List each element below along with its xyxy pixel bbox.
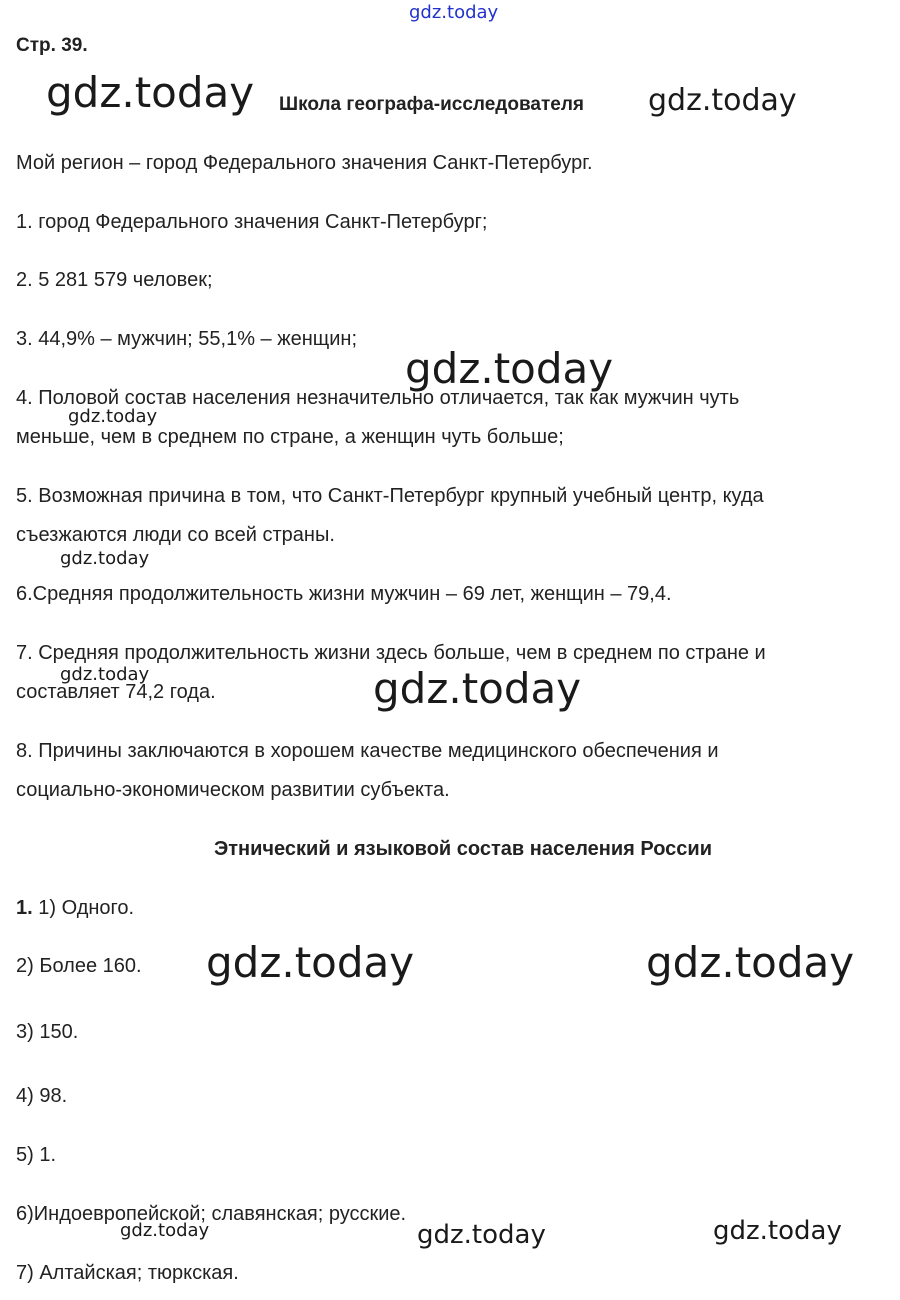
watermark: gdz.today <box>206 938 415 987</box>
watermark: gdz.today <box>68 406 158 427</box>
answer-item: 7) Алтайская; тюркская. <box>16 1262 239 1284</box>
answer-item: 1. город Федерального значения Санкт-Петербург; <box>16 211 488 233</box>
answer-item <box>16 889 134 928</box>
answer-item-continuation: составляет 74,2 года. <box>16 681 216 703</box>
answer-item-continuation: социально-экономическом развитии субъекта. <box>16 779 450 801</box>
watermark: gdz.today <box>713 1216 842 1246</box>
answer-item: 5) 1. <box>16 1144 57 1166</box>
watermark: gdz.today <box>46 68 255 117</box>
answer-item: 7. Средняя продолжительность жизни здесь больше, чем в среднем по стране и <box>16 642 766 664</box>
watermark: gdz.today <box>646 938 855 987</box>
page-number-label: Стр. 39. <box>16 35 88 56</box>
question-number: 1. <box>16 897 33 919</box>
answer-item: 6.Средняя продолжительность жизни мужчин – 69 лет, женщин – 79,4. <box>16 583 672 605</box>
watermark: gdz.today <box>60 664 150 685</box>
watermark: gdz.today <box>417 1220 546 1250</box>
answer-item: 2. 5 281 579 человек; <box>16 269 213 291</box>
answer-item: 6)Индоевропейской; славянская; русские. <box>16 1203 407 1225</box>
answer-item: 8. Причины заключаются в хорошем качестве медицинского обеспечения и <box>16 740 719 762</box>
intro-text: Мой регион – город Федерального значения Санкт-Петербург. <box>16 152 593 174</box>
watermark: gdz.today <box>405 344 614 393</box>
watermark: gdz.today <box>648 83 797 118</box>
watermark-top: gdz.today <box>409 2 499 23</box>
answer-text: 1) Одного. <box>38 897 135 919</box>
section-title: Школа географа-исследователя <box>279 94 584 115</box>
answer-item: 2) Более 160. <box>16 955 142 977</box>
answer-item: 5. Возможная причина в том, что Санкт-Петербург крупный учебный центр, куда <box>16 485 764 507</box>
watermark: gdz.today <box>373 664 582 713</box>
answer-item: 4) 98. <box>16 1085 68 1107</box>
answer-item-continuation: меньше, чем в среднем по стране, а женщин чуть больше; <box>16 426 564 448</box>
answer-item-continuation: съезжаются люди со всей страны. <box>16 524 335 546</box>
answer-item: 3. 44,9% – мужчин; 55,1% – женщин; <box>16 328 358 350</box>
answer-item: 4. Половой состав населения незначительно отличается, так как мужчин чуть <box>16 387 740 409</box>
watermark: gdz.today <box>60 548 150 569</box>
section-title: Этнический и языковой состав населения России <box>214 838 712 860</box>
watermark: gdz.today <box>120 1220 210 1241</box>
answer-item: 3) 150. <box>16 1021 79 1043</box>
